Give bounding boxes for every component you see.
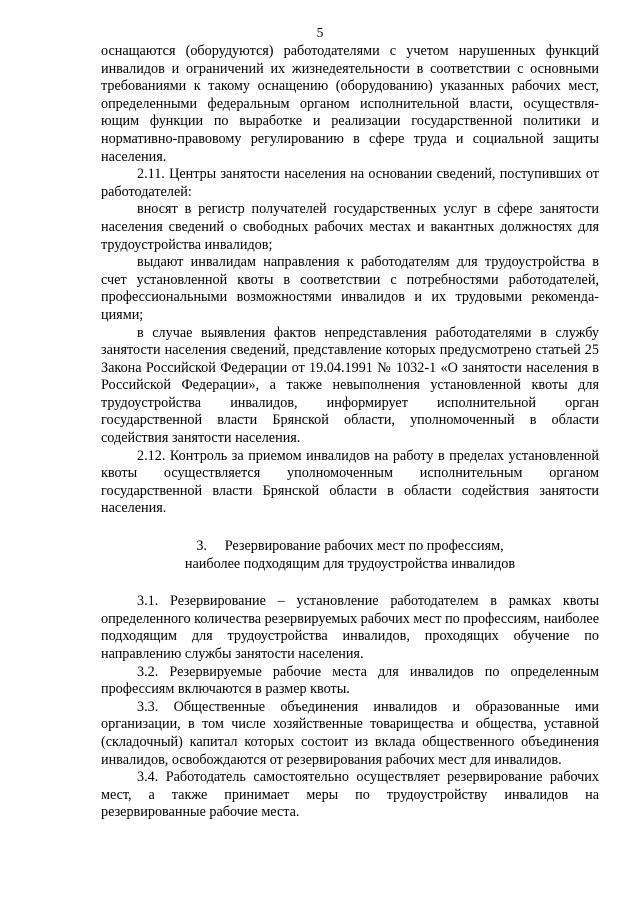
list-item-registry: вносят в регистр получателей государственных услуг в сфере занятости населения сведений о свободных рабочих местах и вакантных должностях для трудоустройства инвалидов; xyxy=(101,201,599,253)
section-heading-line-1: 3. Резервирование рабочих мест по профессиям, xyxy=(196,538,504,555)
paragraph-continuation: оснащаются (оборудуются) работодателями с учетом нарушенных функций инвалидов и ограничений их жизнедеятельности в соответствии с основными требованиями к такому оснащению (оборудованию) указанных рабочих мест, определенными федеральным органом исполнительной власти, осуществля-ющим функции по выработке и реализации государственной политики и нормативно-правовому регулированию в сфере труда и социальной защиты населения. xyxy=(101,43,599,165)
paragraph-2-12: 2.12. Контроль за приемом инвалидов на работу в пределах установленной квоты осуществляется уполномоченным исполнительным органом государственной власти Брянской области в области содействия занятости населения. xyxy=(101,447,599,517)
paragraph-2-11: 2.11. Центры занятости населения на основании сведений, поступивших от работодателей: xyxy=(101,166,599,200)
paragraph-3-1: 3.1. Резервирование – установление работодателем в рамках квоты определенного количества резервируемых рабочих мест по профессиям, наиболее подходящим для трудоустройства инвалидов, проходящих обучение по направлению службы занятости населения. xyxy=(101,593,599,662)
document-body xyxy=(101,43,599,822)
paragraph-3-4: 3.4. Работодатель самостоятельно осуществляет резервирование рабочих мест, а также принимает меры по трудоустройству инвалидов на резервированные рабочие места. xyxy=(101,769,599,821)
paragraph-3-3: 3.3. Общественные объединения инвалидов и образованные ими организации, в том числе хозяйственные товарищества и общества, уставной (складочный) капитал которых состоит из вклада общественного объединения инвалидов, освобождаются от резервирования рабочих мест для инвалидов. xyxy=(101,698,599,768)
list-item-violations: в случае выявления фактов непредставления работодателями в службу занятости населения сведений, представление которых предусмотрено статьей 25 Закона Российской Федерации от 19.04.1991 № 1032-1 «О занятости населения в Российской Федерации», а также невыполнения установленной квоты для трудоустройства инвалидов, информирует исполнительной орган государственной власти Брянской области, уполномоченный в области содействия занятости населения. xyxy=(101,324,599,447)
paragraph-3-2: 3.2. Резервируемые рабочие места для инвалидов по определенным профессиям включаются в размер квоты. xyxy=(101,663,599,698)
list-item-referrals: выдают инвалидам направления к работодателям для трудоустройства в счет установленной квоты в соответствии с потребностями работодателей, профессиональными возможностями инвалидов и их трудовыми рекоменда-циями; xyxy=(101,254,599,323)
section-3-heading xyxy=(101,538,599,573)
section-heading-line-2: наиболее подходящим для трудоустройства инвалидов xyxy=(184,555,516,572)
page-number: 5 xyxy=(316,25,324,40)
